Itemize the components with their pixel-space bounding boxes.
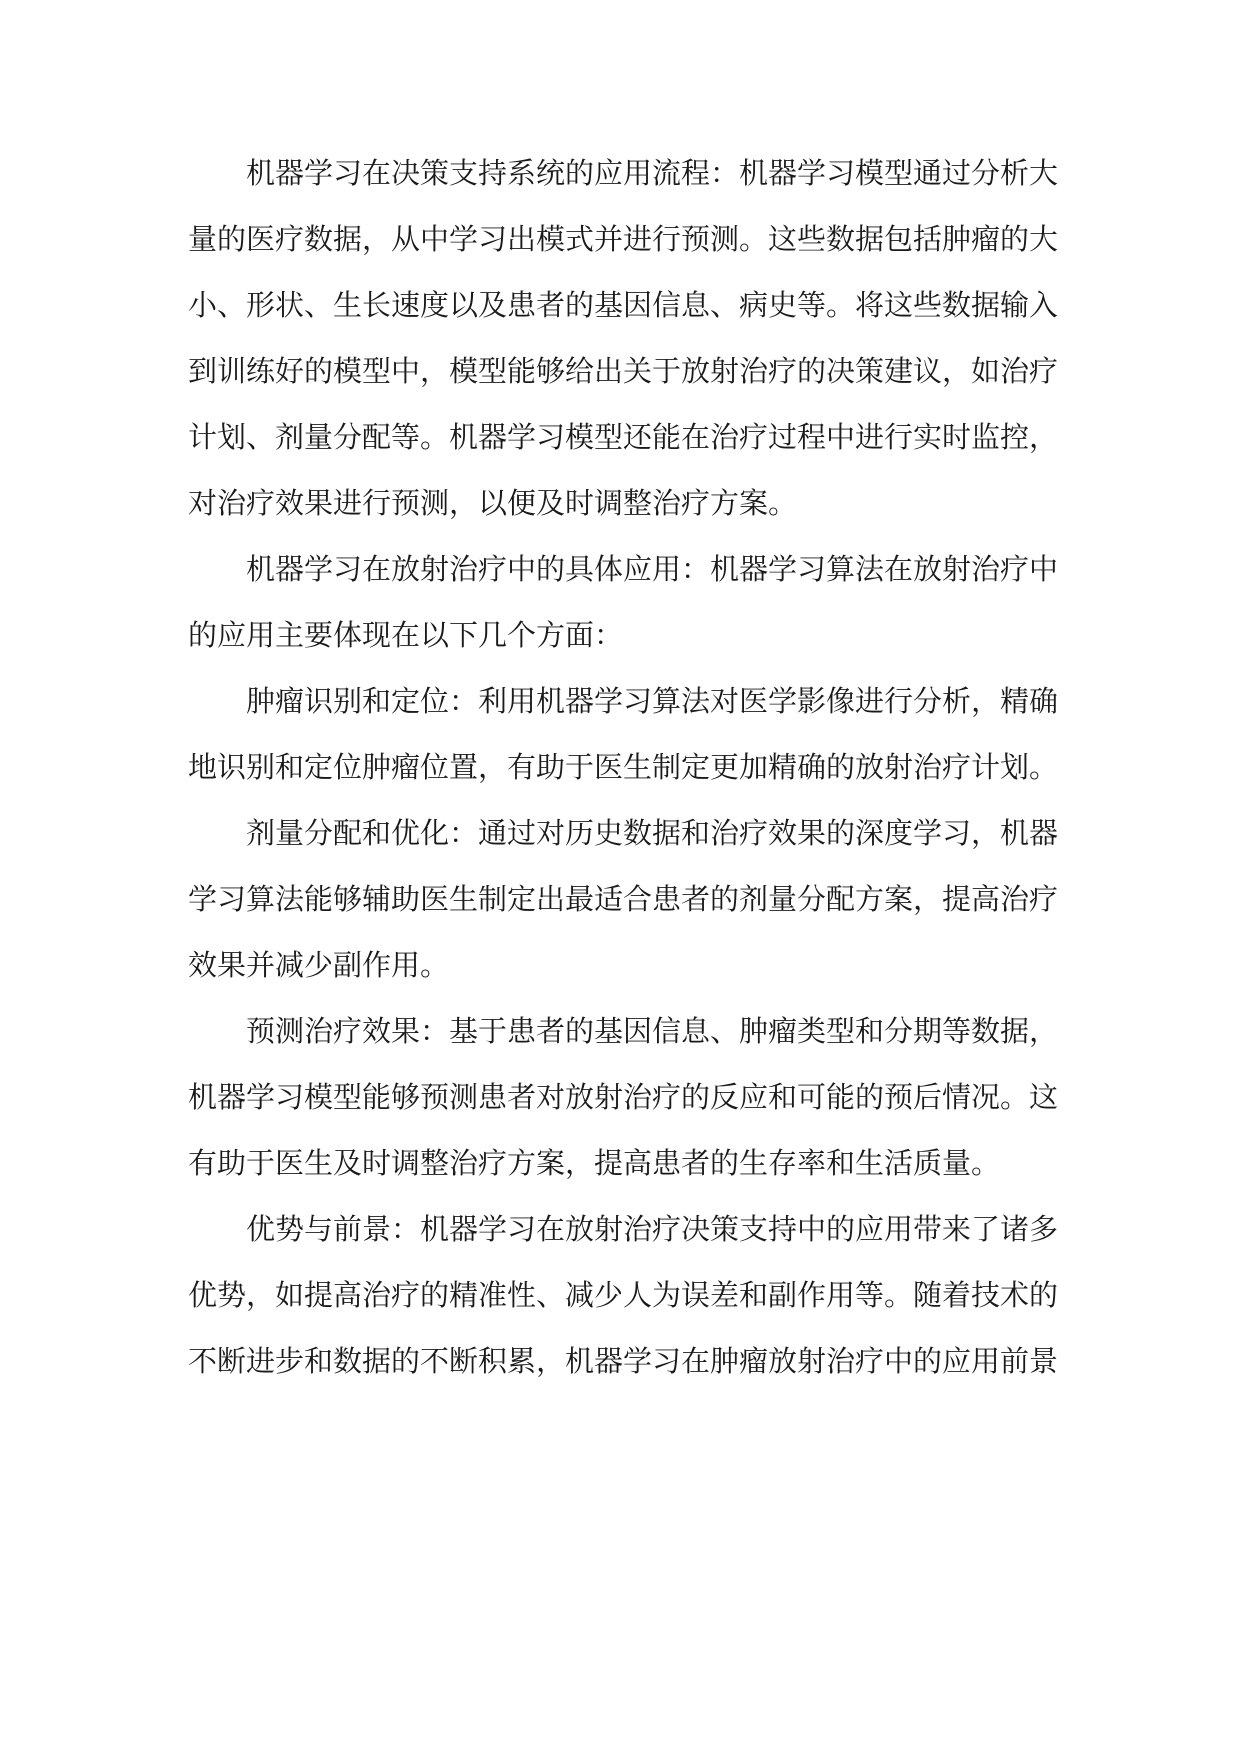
paragraph-dose-optimization: 剂量分配和优化：通过对历史数据和治疗效果的深度学习，机器学习算法能够辅助医生制定出最适合患者的剂量分配方案，提高治疗效果并减少副作用。 — [188, 816, 1059, 982]
paragraph-tumor-identification: 肿瘤识别和定位：利用机器学习算法对医学影像进行分析，精确地识别和定位肿瘤位置，有助于医生制定更加精确的放射治疗计划。 — [188, 684, 1059, 784]
body-text — [188, 140, 1058, 1394]
paragraph-advantages-prospects: 优势与前景：机器学习在放射治疗决策支持中的应用带来了诸多优势，如提高治疗的精准性、减少人为误差和副作用等。随着技术的不断进步和数据的不断积累，机器学习在肿瘤放射治疗中的应用前景 — [188, 1212, 1059, 1378]
paragraph-outcome-prediction: 预测治疗效果：基于患者的基因信息、肿瘤类型和分期等数据，机器学习模型能够预测患者对放射治疗的反应和可能的预后情况。这有助于医生及时调整治疗方案，提高患者的生存率和生活质量。 — [188, 1014, 1059, 1180]
paragraph-application-flow: 机器学习在决策支持系统的应用流程：机器学习模型通过分析大量的医疗数据，从中学习出模式并进行预测。这些数据包括肿瘤的大小、形状、生长速度以及患者的基因信息、病史等。将这些数据输入到训练好的模型中，模型能够给出关于放射治疗的决策建议，如治疗计划、剂量分配等。机器学习模型还能在治疗过程中进行实时监控，对治疗效果进行预测，以便及时调整治疗方案。 — [188, 156, 1059, 520]
paragraph-specific-applications: 机器学习在放射治疗中的具体应用：机器学习算法在放射治疗中的应用主要体现在以下几个方面： — [188, 552, 1059, 652]
